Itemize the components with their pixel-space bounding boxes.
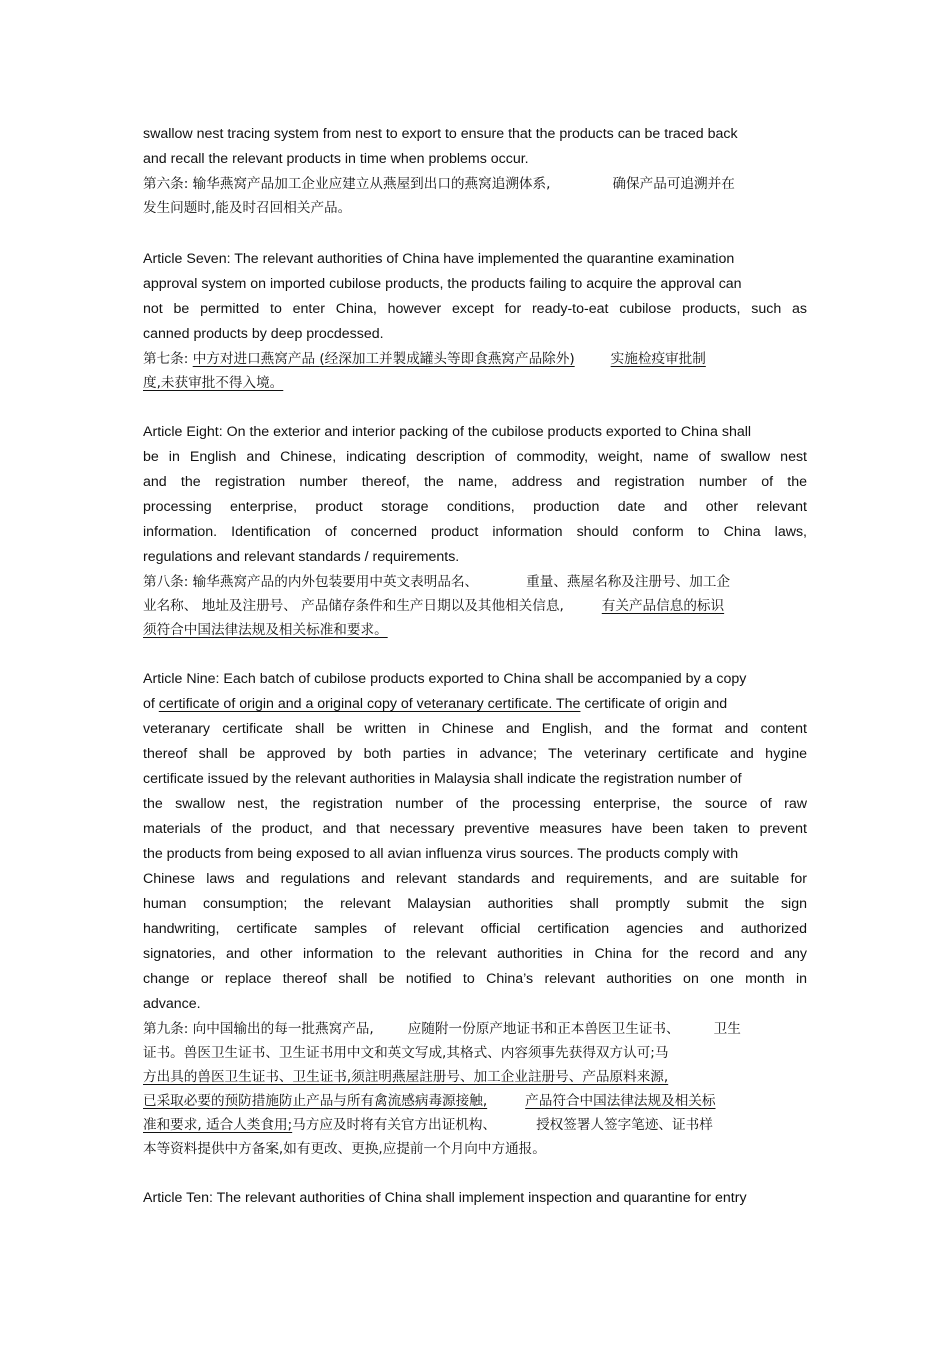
article-six-cn-line: 第六条: 输华燕窝产品加工企业应建立从燕屋到出口的燕窝追溯体系, 确保产品可追溯并在 xyxy=(143,176,735,192)
article-nine-line: Chinese laws and regulations and relevant standards and requirements, and are suitable for xyxy=(143,871,807,887)
article-nine-line: Article Nine: Each batch of cubilose products exported to China shall be accompanied by a copy xyxy=(143,671,747,687)
article-seven-cn-line: 第七条: 中方对进口燕窝产品 (经深加工并製成罐头等即食燕窝产品除外) 实施检疫审批制 xyxy=(143,351,706,367)
article-eight-cn-line: 第八条: 输华燕窝产品的内外包装要用中英文表明品名、 重量、燕屋名称及注册号、加工企 xyxy=(143,574,731,590)
article-seven-cn-line: 度,未获审批不得入境。 xyxy=(143,375,284,391)
article-nine-cn-line: 本等资料提供中方备案,如有更改、更换,应提前一个月向中方通报。 xyxy=(143,1141,546,1157)
article-nine-line: materials of the product, and that necessary preventive measures have been taken to prevent xyxy=(143,821,807,837)
article-nine-line: thereof shall be approved by both parties in advance; The veterinary certificate and hygine xyxy=(143,746,807,762)
article-nine-line: signatories, and other information to the relevant authorities in China for the record and any xyxy=(143,946,807,962)
paragraph-line: and recall the relevant products in time when problems occur. xyxy=(143,151,529,167)
article-nine-line: human consumption; the relevant Malaysian authorities shall promptly submit the sign xyxy=(143,896,807,912)
article-eight-line: processing enterprise, product storage conditions, production date and other relevant xyxy=(143,499,807,515)
article-eight-cn-line: 须符合中国法律法规及相关标准和要求。 xyxy=(143,622,388,638)
article-six-cn-line: 发生问题时,能及时召回相关产品。 xyxy=(143,200,352,216)
article-nine-line: certificate issued by the relevant authorities in Malaysia shall indicate the registration number of xyxy=(143,771,742,787)
article-seven-line: approval system on imported cubilose products, the products failing to acquire the approval can xyxy=(143,276,742,292)
article-nine-line: veteranary certificate shall be written in Chinese and English, and the format and content xyxy=(143,721,807,737)
article-eight-line: Article Eight: On the exterior and interior packing of the cubilose products exported to China shall xyxy=(143,424,752,440)
article-eight-line: regulations and relevant standards / requirements. xyxy=(143,549,460,565)
paragraph-line: swallow nest tracing system from nest to export to ensure that the products can be traced back xyxy=(143,126,738,142)
article-nine-line: advance. xyxy=(143,996,201,1012)
article-seven-line: not be permitted to enter China, however except for ready-to-eat cubilose products, such as xyxy=(143,301,807,317)
document-page xyxy=(143,122,807,1211)
article-nine-line: handwriting, certificate samples of relevant official certification agencies and authorized xyxy=(143,921,807,937)
article-nine-line: change or replace thereof shall be notified to China’s relevant authorities on one month in xyxy=(143,971,807,987)
article-nine-cn-line: 准和要求, 适合人类食用;马方应及时将有关官方出证机构、 授权签署人签字笔迹、证书样 xyxy=(143,1117,713,1133)
article-seven-line: Article Seven: The relevant authorities of China have implemented the quarantine examination xyxy=(143,251,735,267)
article-seven-line: canned products by deep procdessed. xyxy=(143,326,384,342)
article-nine-cn-line: 已采取必要的预防措施防止产品与所有禽流感病毒源接触, 产品符合中国法律法规及相关标 xyxy=(143,1093,716,1109)
article-nine-cn-line: 第九条: 向中国输出的每一批燕窝产品, 应随附一份原产地证书和正本兽医卫生证书、 卫生 xyxy=(143,1021,741,1037)
article-nine-line: the swallow nest, the registration number of the processing enterprise, the source of raw xyxy=(143,796,807,812)
article-eight-cn-line: 业名称、 地址及注册号、 产品储存条件和生产日期以及其他相关信息, 有关产品信息的标识 xyxy=(143,598,725,614)
article-nine-cn-line: 方出具的兽医卫生证书、卫生证书,须註明燕屋註册号、加工企业註册号、产品原料来源, xyxy=(143,1069,669,1085)
article-eight-line: information. Identification of concerned product information should conform to China laws, xyxy=(143,524,807,540)
article-nine-line: the products from being exposed to all avian influenza virus sources. The products comply with xyxy=(143,846,739,862)
article-ten-line: Article Ten: The relevant authorities of China shall implement inspection and quarantine for entry xyxy=(143,1190,747,1206)
article-nine-cn-line: 证书。兽医卫生证书、卫生证书用中文和英文写成,其格式、内容须事先获得双方认可;马 xyxy=(143,1045,669,1061)
article-nine-line: of certificate of origin and a original copy of veteranary certificate. The certificate of origin and xyxy=(143,696,728,712)
article-eight-line: be in English and Chinese, indicating description of commodity, weight, name of swallow nest xyxy=(143,449,807,465)
article-eight-line: and the registration number thereof, the name, address and registration number of the xyxy=(143,474,807,490)
